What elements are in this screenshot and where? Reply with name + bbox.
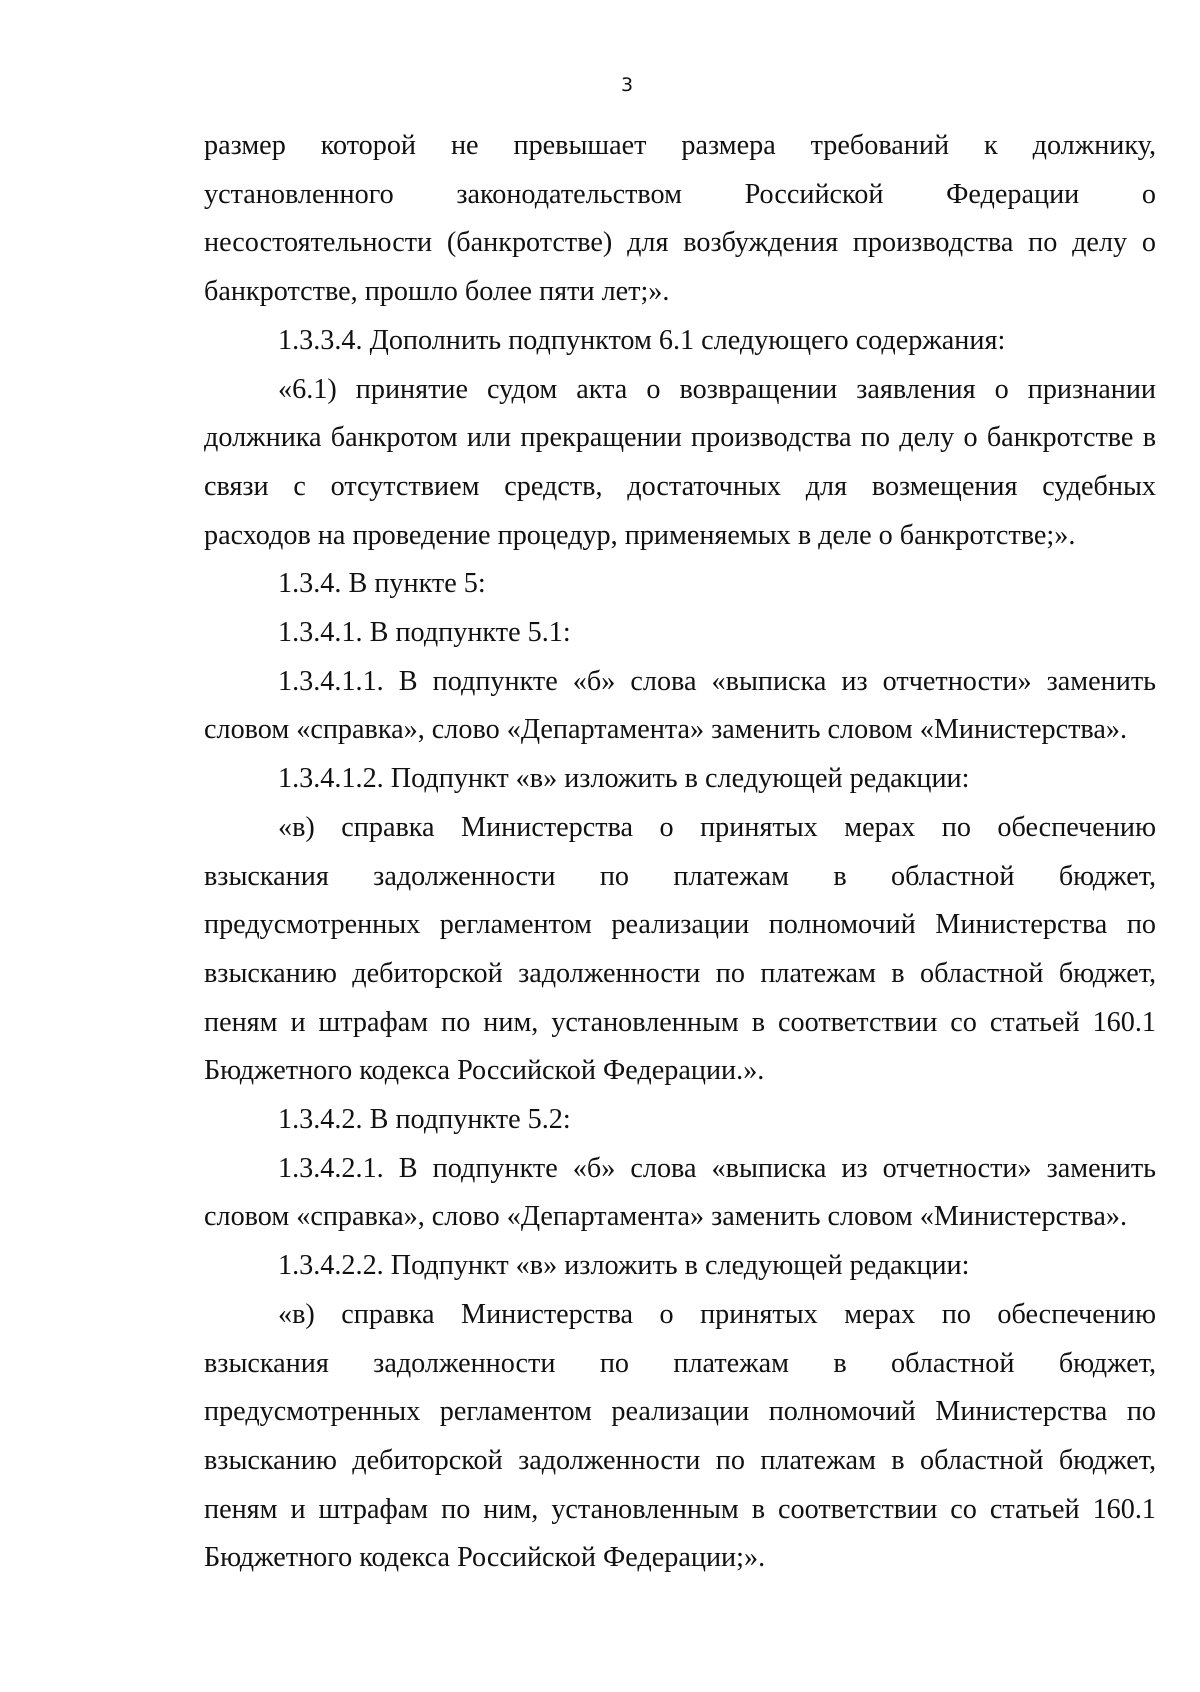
paragraph-quote-v-1 <box>204 804 1156 1096</box>
text-line: «6.1) принятие судом акта о возвращении заявления о признании <box>278 373 1156 405</box>
paragraph-1-3-4-2-2: 1.3.4.2.2. Подпункт «в» изложить в следующей редакции: <box>278 1250 970 1282</box>
text-line: пеням и штрафам по ним, установленным в соответствии со статьей 160.1 <box>204 1493 1156 1525</box>
page-number: 3 <box>620 74 634 96</box>
text-line: взысканию дебиторской задолженности по платежам в областной бюджет, <box>204 1444 1156 1476</box>
text-line: предусмотренных регламентом реализации полномочий Министерства по <box>204 1396 1156 1428</box>
text-line: предусмотренных регламентом реализации полномочий Министерства по <box>204 909 1156 941</box>
text-line: «в) справка Министерства о принятых мерах по обеспечению <box>278 1298 1156 1330</box>
text-line: несостоятельности (банкротстве) для возбуждения производства по делу о <box>204 227 1156 259</box>
document-body <box>204 122 1156 1583</box>
text-line: словом «справка», слово «Департамента» заменить словом «Министерства». <box>204 714 1128 746</box>
paragraph-1-3-4-1: 1.3.4.1. В подпункте 5.1: <box>278 617 571 649</box>
text-line: 1.3.4.2.1. В подпункте «б» слова «выписка из отчетности» заменить <box>278 1152 1156 1184</box>
text-line: пеням и штрафам по ним, установленным в соответствии со статьей 160.1 <box>204 1006 1156 1038</box>
paragraph-1-3-3-4: 1.3.3.4. Дополнить подпунктом 6.1 следующего содержания: <box>278 324 1006 356</box>
text-line: словом «справка», слово «Департамента» заменить словом «Министерства». <box>204 1201 1128 1233</box>
text-line: банкротстве, прошло более пяти лет;». <box>204 276 670 308</box>
text-line: установленного законодательством Российской Федерации о <box>204 178 1156 210</box>
text-line: взысканию дебиторской задолженности по платежам в областной бюджет, <box>204 957 1156 989</box>
text-line: 1.3.4.1.1. В подпункте «б» слова «выписка из отчетности» заменить <box>278 665 1156 697</box>
paragraph-1-3-4: 1.3.4. В пункте 5: <box>278 568 486 600</box>
text-line: Бюджетного кодекса Российской Федерации.». <box>204 1055 765 1087</box>
text-line: «в) справка Министерства о принятых мерах по обеспечению <box>278 811 1156 843</box>
text-line: расходов на проведение процедур, применяемых в деле о банкротстве;». <box>204 519 1076 551</box>
text-line: взыскания задолженности по платежам в областной бюджет, <box>204 860 1156 892</box>
paragraph-quote-6-1 <box>204 366 1156 561</box>
text-line: взыскания задолженности по платежам в областной бюджет, <box>204 1347 1156 1379</box>
text-line: должника банкротом или прекращении производства по делу о банкротстве в <box>204 422 1156 454</box>
text-line: размер которой не превышает размера требований к должнику, <box>204 130 1156 161</box>
paragraph-1-3-4-1-1 <box>204 658 1156 755</box>
text-line: Бюджетного кодекса Российской Федерации;». <box>204 1542 766 1574</box>
text-line: связи с отсутствием средств, достаточных для возмещения судебных <box>204 470 1156 502</box>
paragraph-1-3-4-1-2: 1.3.4.1.2. Подпункт «в» изложить в следующей редакции: <box>278 763 970 795</box>
paragraph-1-3-4-2-1 <box>204 1145 1156 1242</box>
paragraph-continuation <box>204 122 1156 317</box>
paragraph-1-3-4-2: 1.3.4.2. В подпункте 5.2: <box>278 1104 571 1136</box>
paragraph-quote-v-2 <box>204 1291 1156 1583</box>
